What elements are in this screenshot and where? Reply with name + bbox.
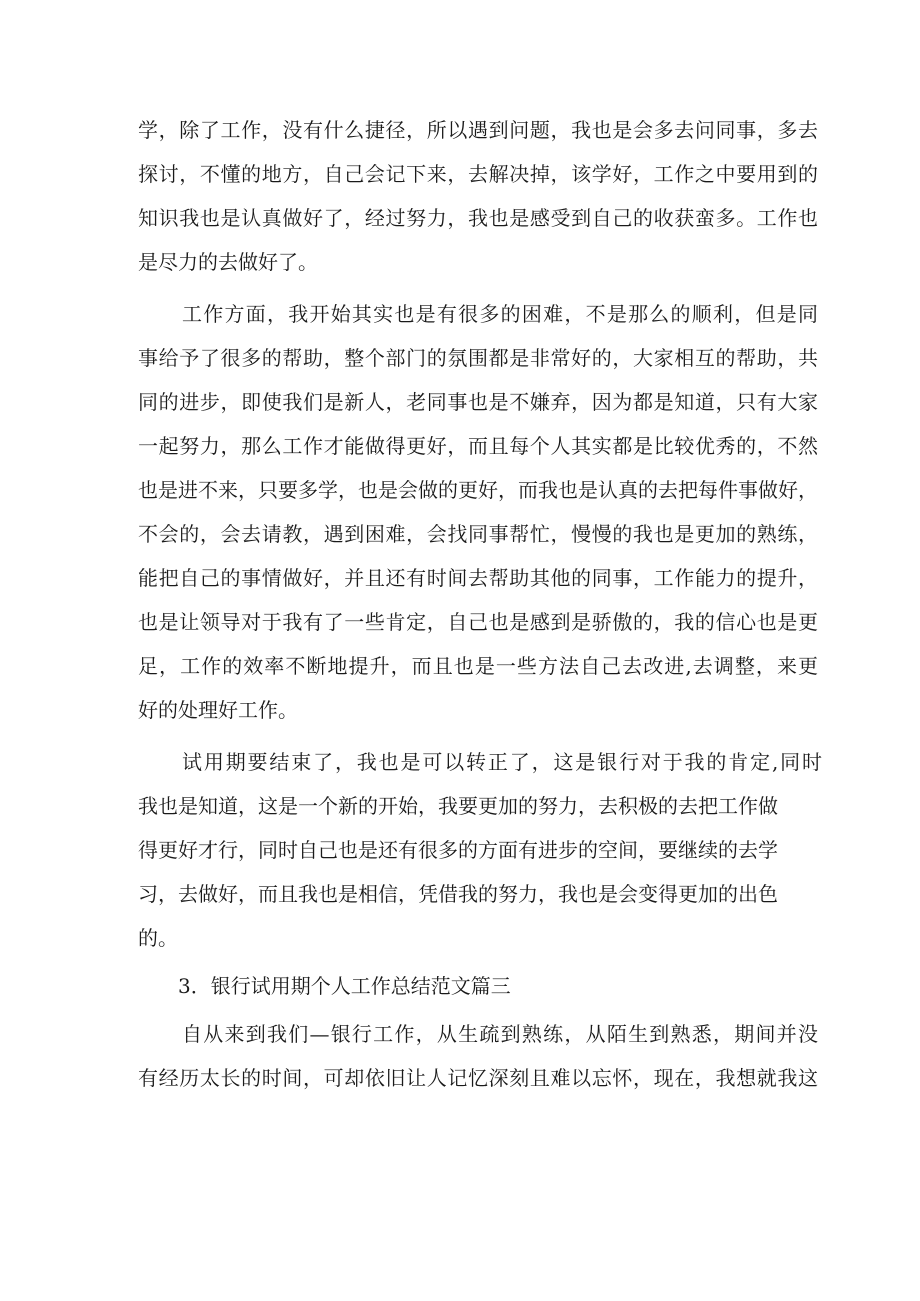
section-heading: 3．银行试用期个人工作总结范文篇三 xyxy=(178,974,511,998)
paragraph-gap xyxy=(138,284,818,292)
paragraph-4 xyxy=(138,1012,818,1100)
paragraph-gap xyxy=(138,732,818,740)
text-line: 事给予了很多的帮助，整个部门的氛围都是非常好的，大家相互的帮助，共 xyxy=(138,346,818,370)
text-line: 能把自己的事情做好，并且还有时间去帮助其他的同事，工作能力的提升， xyxy=(138,566,818,590)
text-line: 得更好才行，同时自己也是还有很多的方面有进步的空间，要继续的去学 xyxy=(138,838,778,862)
text-line: 不会的，会去请教，遇到困难，会找同事帮忙，慢慢的我也是更加的熟练， xyxy=(138,522,818,546)
text-line: 一起努力，那么工作才能做得更好，而且每个人其实都是比较优秀的，不然 xyxy=(138,434,818,458)
text-line: 探讨，不懂的地方，自己会记下来，去解决掉，该学好，工作之中要用到的 xyxy=(138,162,818,186)
text-line: 也是让领导对于我有了一些肯定，自己也是感到是骄傲的，我的信心也是更 xyxy=(138,610,818,634)
paragraph-2 xyxy=(138,292,818,732)
text-line: 是尽力的去做好了。 xyxy=(138,250,318,274)
paragraph-1 xyxy=(138,108,818,284)
text-line: 足，工作的效率不断地提升，而且也是一些方法自己去改进,去调整，来更 xyxy=(138,654,818,678)
text-line: 知识我也是认真做好了，经过努力，我也是感受到自己的收获蛮多。工作也 xyxy=(138,206,818,230)
text-line: 也是进不来，只要多学，也是会做的更好，而我也是认真的去把每件事做好， xyxy=(138,478,818,502)
text-line: 试用期要结束了，我也是可以转正了，这是银行对于我的肯定,同时 xyxy=(182,750,822,774)
text-line: 同的进步，即使我们是新人，老同事也是不嫌弃，因为都是知道，只有大家 xyxy=(138,390,818,414)
text-line: 自从来到我们—银行工作，从生疏到熟练，从陌生到熟悉，期间并没 xyxy=(182,1022,818,1046)
text-line: 习，去做好，而且我也是相信，凭借我的努力，我也是会变得更加的出色 xyxy=(138,882,778,906)
text-line: 我也是知道，这是一个新的开始，我要更加的努力，去积极的去把工作做 xyxy=(138,794,778,818)
text-line: 的。 xyxy=(138,926,178,950)
text-line: 工作方面，我开始其实也是有很多的困难，不是那么的顺利，但是同 xyxy=(182,302,818,326)
paragraph-3 xyxy=(138,740,822,960)
text-line: 有经历太长的时间，可却依旧让人记忆深刻且难以忘怀，现在，我想就我这 xyxy=(138,1066,818,1090)
document-body xyxy=(138,108,822,1100)
text-line: 好的处理好工作。 xyxy=(138,698,298,722)
text-line: 学，除了工作，没有什么捷径，所以遇到问题，我也是会多去问同事，多去 xyxy=(138,118,818,142)
